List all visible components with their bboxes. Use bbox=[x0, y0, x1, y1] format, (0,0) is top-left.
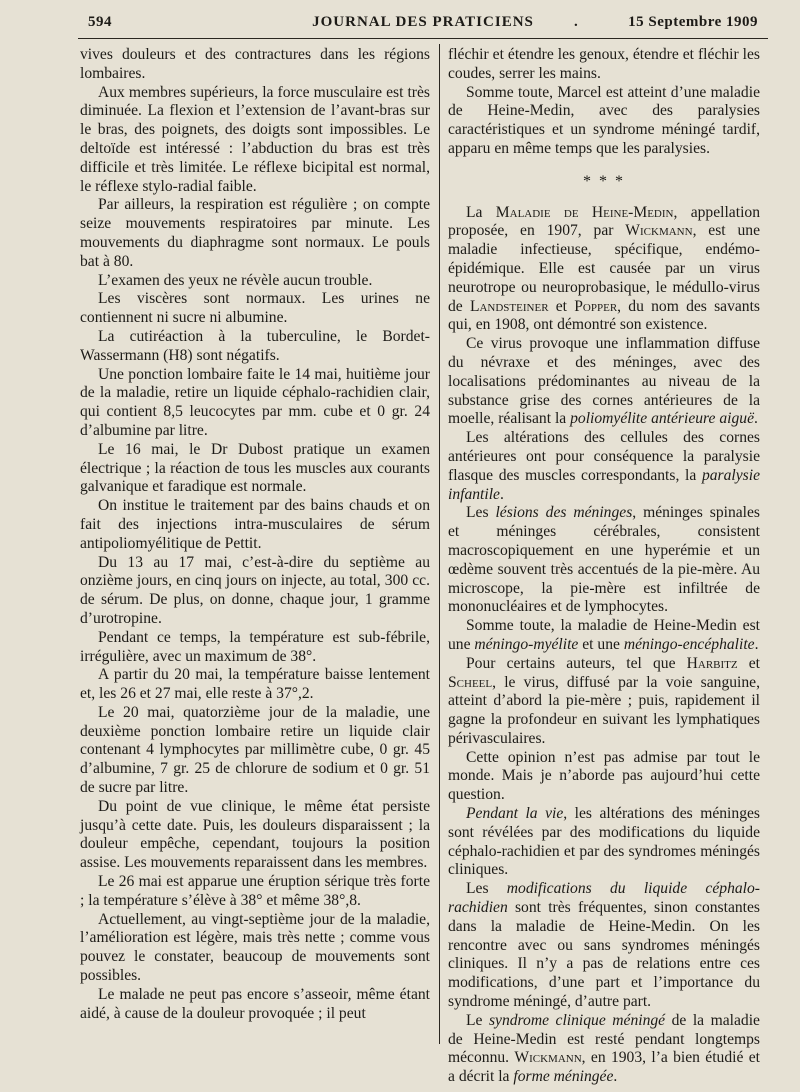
page-header bbox=[88, 14, 758, 36]
paragraph: A partir du 20 mai, la température baisse lentement et, les 26 et 27 mai, elle reste à 37°,2. bbox=[80, 666, 430, 703]
journal-title: JOURNAL DES PRATICIENS bbox=[312, 14, 534, 30]
author-name: Harbitz bbox=[686, 654, 738, 672]
paragraph: Le 26 mai est apparue une éruption sérique très forte ; la température s’élève à 38° et même 38°,8. bbox=[80, 873, 430, 909]
paragraph: vives douleurs et des contractures dans les régions lombaires. bbox=[80, 46, 430, 82]
paragraph: Somme toute, Marcel est atteint d’une maladie de Heine-Medin, avec des paralysies caractéristiques et un syndrome méningé tardif, apparu en même temps que les paralysies. bbox=[448, 83, 760, 157]
disease-name: Maladie de Heine-Medin bbox=[495, 203, 674, 221]
right-column bbox=[448, 46, 760, 1087]
paragraph: Aux membres supérieurs, la force musculaire est très diminuée. La flexion et l’extension de l’avant-bras sur le bras, des poignets, des doigts sont impossibles. Le deltoïde est intéressé : l’abduction du bras est très difficile et très limitée. Le réflexe bicipital est normal, le réflexe stylo-radial faible. bbox=[80, 83, 430, 195]
paragraph: Ce virus provoque une inflammation diffuse du névraxe et des méninges, avec des localisations prédominantes au niveau de la substance grise des cornes antérieures de la moelle, réalisant la poliomyélite antérieure aiguë. bbox=[448, 335, 760, 428]
column-divider bbox=[439, 44, 440, 1044]
author-name: Popper bbox=[574, 297, 618, 315]
paragraph: Le 16 mai, le Dr Dubost pratique un examen électrique ; la réaction de tous les muscles aux courants galvanique et faradique est normale. bbox=[80, 440, 430, 496]
paragraph: Pendant la vie, les altérations des méninges sont révélées par des modifications du liquide céphalo-rachidien et par des syndromes méningés cliniques. bbox=[448, 805, 760, 879]
paragraph: Le syndrome clinique méningé de la maladie de Heine-Medin est resté pendant longtemps méconnu. Wickmann, en 1903, l’a bien étudié et a décrit la forme méningée. bbox=[448, 1011, 760, 1086]
paragraph: Du 13 au 17 mai, c’est-à-dire du septième au onzième jours, en cinq jours on injecte, au total, 300 cc. de sérum. De plus, on donne, chaque jour, 1 gramme d’urotropine. bbox=[80, 553, 430, 627]
paragraph: La Maladie de Heine-Medin, appellation proposée, en 1907, par Wickmann, est une maladie infectieuse, spécifique, endémo-épidémique. Elle est causée par un virus neurotrope ou neuroprobasique, le médullo-virus de Landsteiner et Popper, du nom des savants qui, en 1908, ont démontré son existence. bbox=[448, 203, 760, 334]
header-rule bbox=[78, 38, 768, 39]
paragraph: Le 20 mai, quatorzième jour de la maladie, une deuxième ponction lombaire retire un liquide clair contenant 4 lymphocytes par millimètre cube, 0 gr. 45 d’albumine, 7 gr. 25 de chlorure de sodium et 0 gr. 51 de sucre par litre. bbox=[80, 703, 430, 797]
paragraph: Les viscères sont normaux. Les urines ne contiennent ni sucre ni albumine. bbox=[80, 290, 430, 327]
paragraph: Pendant ce temps, la température est sub-fébrile, irrégulière, avec un maximum de 38°. bbox=[80, 628, 430, 665]
paragraph: Le malade ne peut pas encore s’asseoir, même étant aidé, à cause de la douleur provoquée ; il peut bbox=[80, 985, 430, 1022]
paragraph: Actuellement, au vingt-septième jour de la maladie, l’amélioration est légère, mais très nette ; comme vous pouvez le constater, beaucoup de mouvements sont possibles. bbox=[80, 910, 430, 985]
paragraph: On institue le traitement par des bains chauds et on fait des injections intra-musculaires de sérum antipoliomyélitique de Pettit. bbox=[80, 497, 430, 552]
paragraph: Les lésions des méninges, méninges spinales et méninges cérébrales, consistent macroscopiquement en une hyperémie et un œdème souvent très accentués de la pie-mère. Au microscope, la pie-mère est infiltrée de mononucléaires et de lymphocytes. bbox=[448, 504, 760, 616]
paragraph: Cette opinion n’est pas admise par tout le monde. Mais je n’aborde pas aujourd’hui cette question. bbox=[448, 748, 760, 804]
author-name: Landsteiner bbox=[469, 297, 549, 315]
paragraph: Pour certains auteurs, tel que Harbitz et Scheel, le virus, diffusé par la voie sanguine, atteint d’abord la pie-mère ; puis, rapidement il gagne la profondeur en suivant les lymphatiques périvasculaires. bbox=[448, 654, 760, 747]
left-column bbox=[80, 46, 430, 1023]
page-number: 594 bbox=[88, 14, 112, 30]
author-name: Scheel bbox=[448, 673, 493, 691]
header-separator: . bbox=[574, 14, 579, 30]
section-separator-asterism: * * * bbox=[583, 172, 625, 190]
paragraph: Une ponction lombaire faite le 14 mai, huitième jour de la maladie, retire un liquide céphalo-rachidien clair, qui contient 8,5 leucocytes par mm. cube et 0 gr. 24 d’albumine par litre. bbox=[80, 365, 430, 439]
author-name: Wickmann bbox=[625, 222, 693, 240]
paragraph: Les altérations des cellules des cornes antérieures ont pour conséquence la paralysie flasque des muscles correspondants, la paralysie infantile. bbox=[448, 429, 760, 503]
paragraph: L’examen des yeux ne révèle aucun trouble. bbox=[98, 271, 373, 289]
paragraph: Du point de vue clinique, le même état persiste jusqu’à cette date. Puis, les douleurs disparaissent ; la douleur empêche, cependant, toujours la position assise. Les mouvements reparaissent dans les membres. bbox=[80, 797, 430, 872]
paragraph: fléchir et étendre les genoux, étendre et fléchir les coudes, serrer les mains. bbox=[448, 46, 760, 82]
paragraph: Par ailleurs, la respiration est régulière ; on compte seize mouvements respiratoires par minute. Les mouvements du diaphragme sont normaux. Le pouls bat à 80. bbox=[80, 196, 430, 270]
paragraph: Somme toute, la maladie de Heine-Medin est une méningo-myélite et une méningo-encéphalite. bbox=[448, 617, 760, 653]
paragraph: La cutiréaction à la tuberculine, le Bordet-Wassermann (H8) sont négatifs. bbox=[80, 327, 430, 364]
issue-date: 15 Septembre 1909 bbox=[628, 14, 758, 30]
author-name: Wickmann bbox=[514, 1049, 582, 1067]
paragraph: Les modifications du liquide céphalo-rachidien sont très fréquentes, sinon constantes dans la maladie de Heine-Medin. On les rencontre avec ou sans syndromes méningés cliniques. Il n’y a pas de relations entre ces modifications, d’une part et l’importance du syndrome méningé, d’autre part. bbox=[448, 880, 760, 1011]
